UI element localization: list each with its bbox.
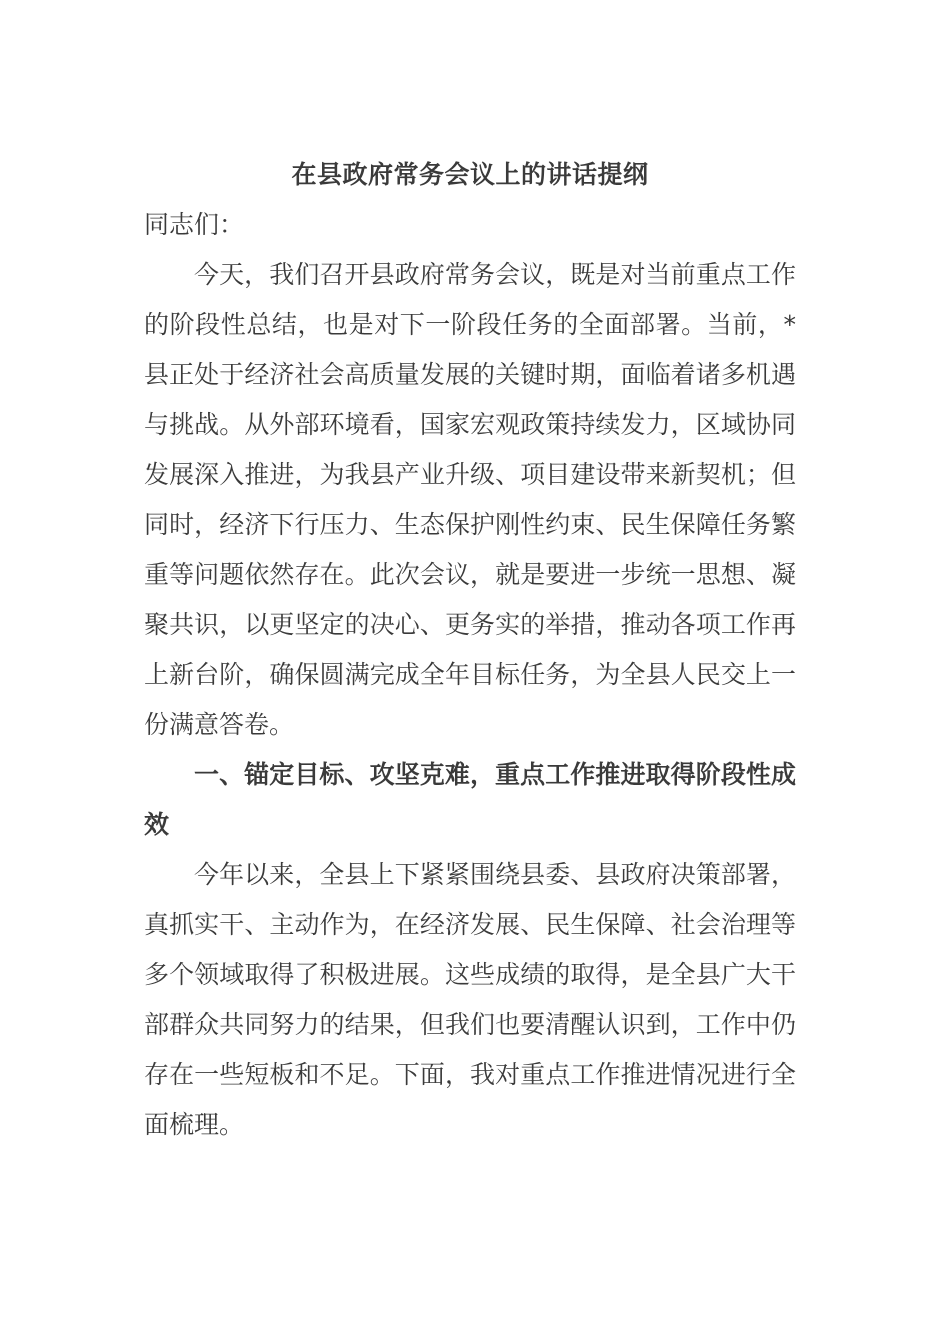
greeting: 同志们： (144, 210, 245, 239)
section-heading: 一、锚定目标、攻坚克难，重点工作推进取得阶段性成效 (144, 760, 796, 839)
section-paragraph: 今年以来，全县上下紧紧围绕县委、县政府决策部署，真抓实干、主动作为，在经济发展、民生保障、社会治理等多个领域取得了积极进展。这些成绩的取得，是全县广大干部群众共同努力的结果，但我们也要清醒认识到，工作中仍存在一些短板和不足。下面，我对重点工作推进情况进行全面梳理。 (144, 860, 796, 1139)
document-body (144, 150, 796, 1150)
document-title: 在县政府常务会议上的讲话提纲 (291, 160, 649, 189)
intro-paragraph: 今天，我们召开县政府常务会议，既是对当前重点工作的阶段性总结，也是对下一阶段任务的全面部署。当前，*县正处于经济社会高质量发展的关键时期，面临着诸多机遇与挑战。从外部环境看，国家宏观政策持续发力，区域协同发展深入推进，为我县产业升级、项目建设带来新契机；但同时，经济下行压力、生态保护刚性约束、民生保障任务繁重等问题依然存在。此次会议，就是要进一步统一思想、凝聚共识，以更坚定的决心、更务实的举措，推动各项工作再上新台阶，确保圆满完成全年目标任务，为全县人民交上一份满意答卷。 (144, 260, 796, 739)
